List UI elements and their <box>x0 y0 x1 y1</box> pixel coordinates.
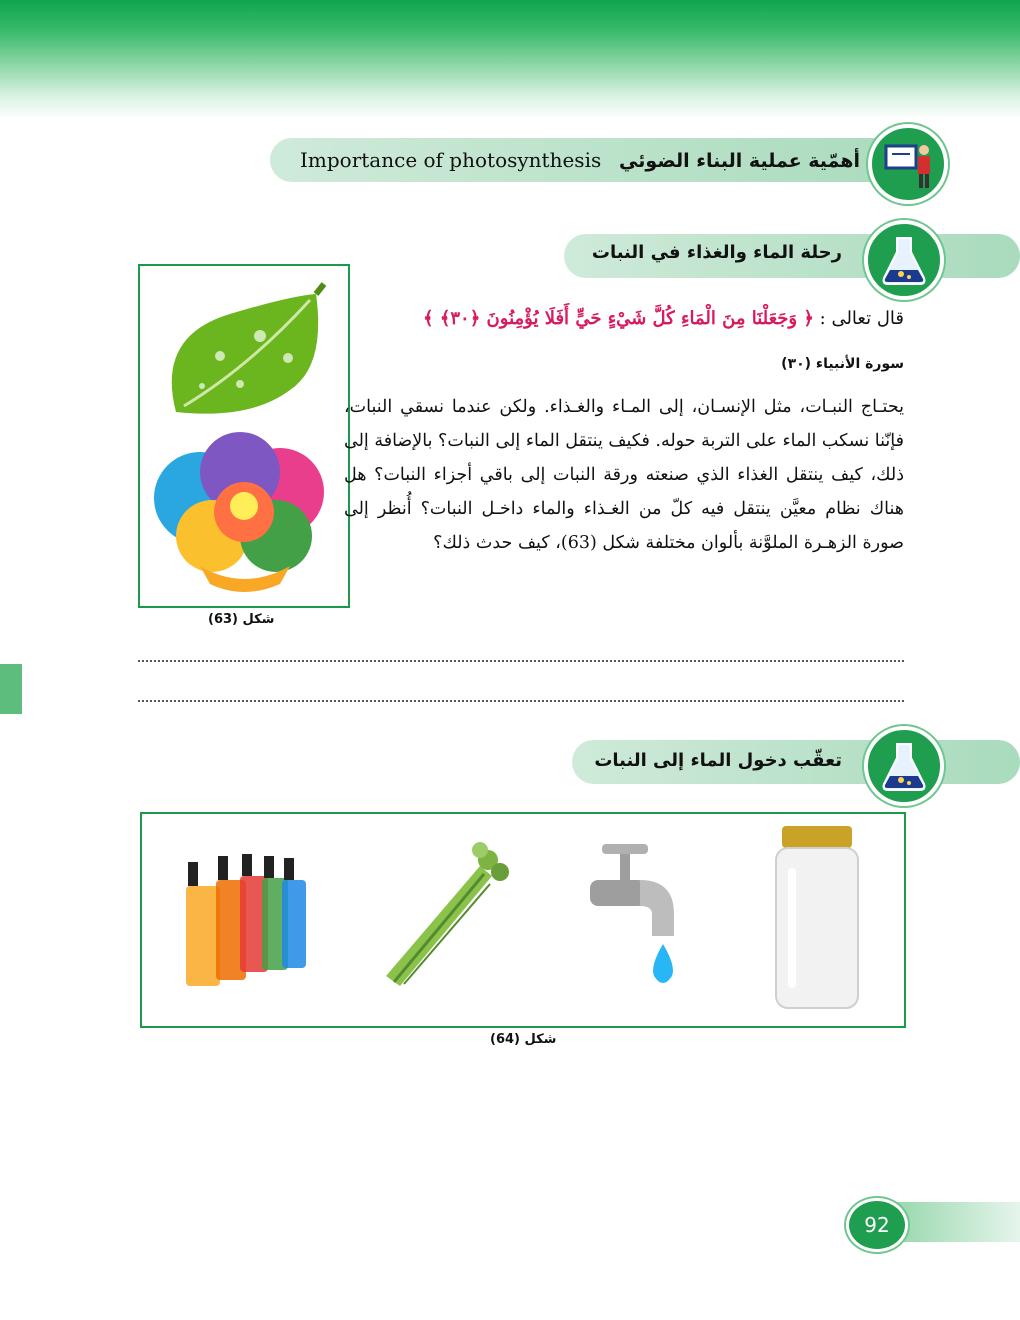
section1-title: رحلة الماء والغذاء في النبات <box>591 242 842 263</box>
top-gradient-band <box>0 0 1020 120</box>
glass-jar-image <box>776 826 858 1008</box>
side-tab-marker <box>0 664 22 714</box>
quran-verse: ﴿ وَجَعَلْنَا مِنَ الْمَاءِ كُلَّ شَيْءٍ حَيٍّ أَفَلَا يُؤْمِنُونَ ﴿٣٠﴾ ﴾ <box>423 308 814 329</box>
figure-63-frame <box>138 264 350 608</box>
flask-icon <box>864 220 944 300</box>
intro-paragraph: يحتـاج النبـات، مثل الإنسـان، إلى المـاء والغـذاء. ولكن عندما نسقي النبات، فإنّنا نسكب الماء على التربة حوله. فكيف ينتقل الماء إلى النبات؟ بالإضافة إلى ذلك، كيف ينتقل الغذاء الذي صنعته ورقة النبات إلى باقي أجزاء النبات؟ هل هناك نظام معيَّن ينتقل فيه كلّ من الغـذاء والماء داخـل النبات؟ أُنظر إلى صورة الزهـرة الملوَّنة بألوان مختلفة شكل (63)، كيف حدث ذلك؟ <box>344 397 904 553</box>
quote-line <box>344 308 904 329</box>
figure-64-frame <box>140 812 906 1028</box>
celery-image <box>386 842 509 986</box>
figure-63-caption: شكل (63) <box>208 612 275 627</box>
water-tap-image <box>590 844 674 983</box>
flask-icon-2 <box>864 726 944 806</box>
header-title-ar: أهمّية عملية البناء الضوئي <box>619 150 860 172</box>
dye-bottles-image <box>186 854 306 986</box>
section2-title: تعقّب دخول الماء إلى النبات <box>594 750 842 771</box>
teacher-board-icon <box>868 124 948 204</box>
surah-reference: سورة الأنبياء (٣٠) <box>781 356 904 372</box>
figure-64-caption: شكل (64) <box>490 1032 557 1047</box>
header-title-en: Importance of photosynthesis <box>300 148 602 172</box>
page-number: 92 <box>846 1198 908 1252</box>
answer-line-2[interactable] <box>138 700 904 702</box>
answer-line-1[interactable] <box>138 660 904 662</box>
leaf-and-rainbow-rose-image <box>140 266 348 606</box>
quote-intro: قال تعالى : <box>819 308 904 329</box>
